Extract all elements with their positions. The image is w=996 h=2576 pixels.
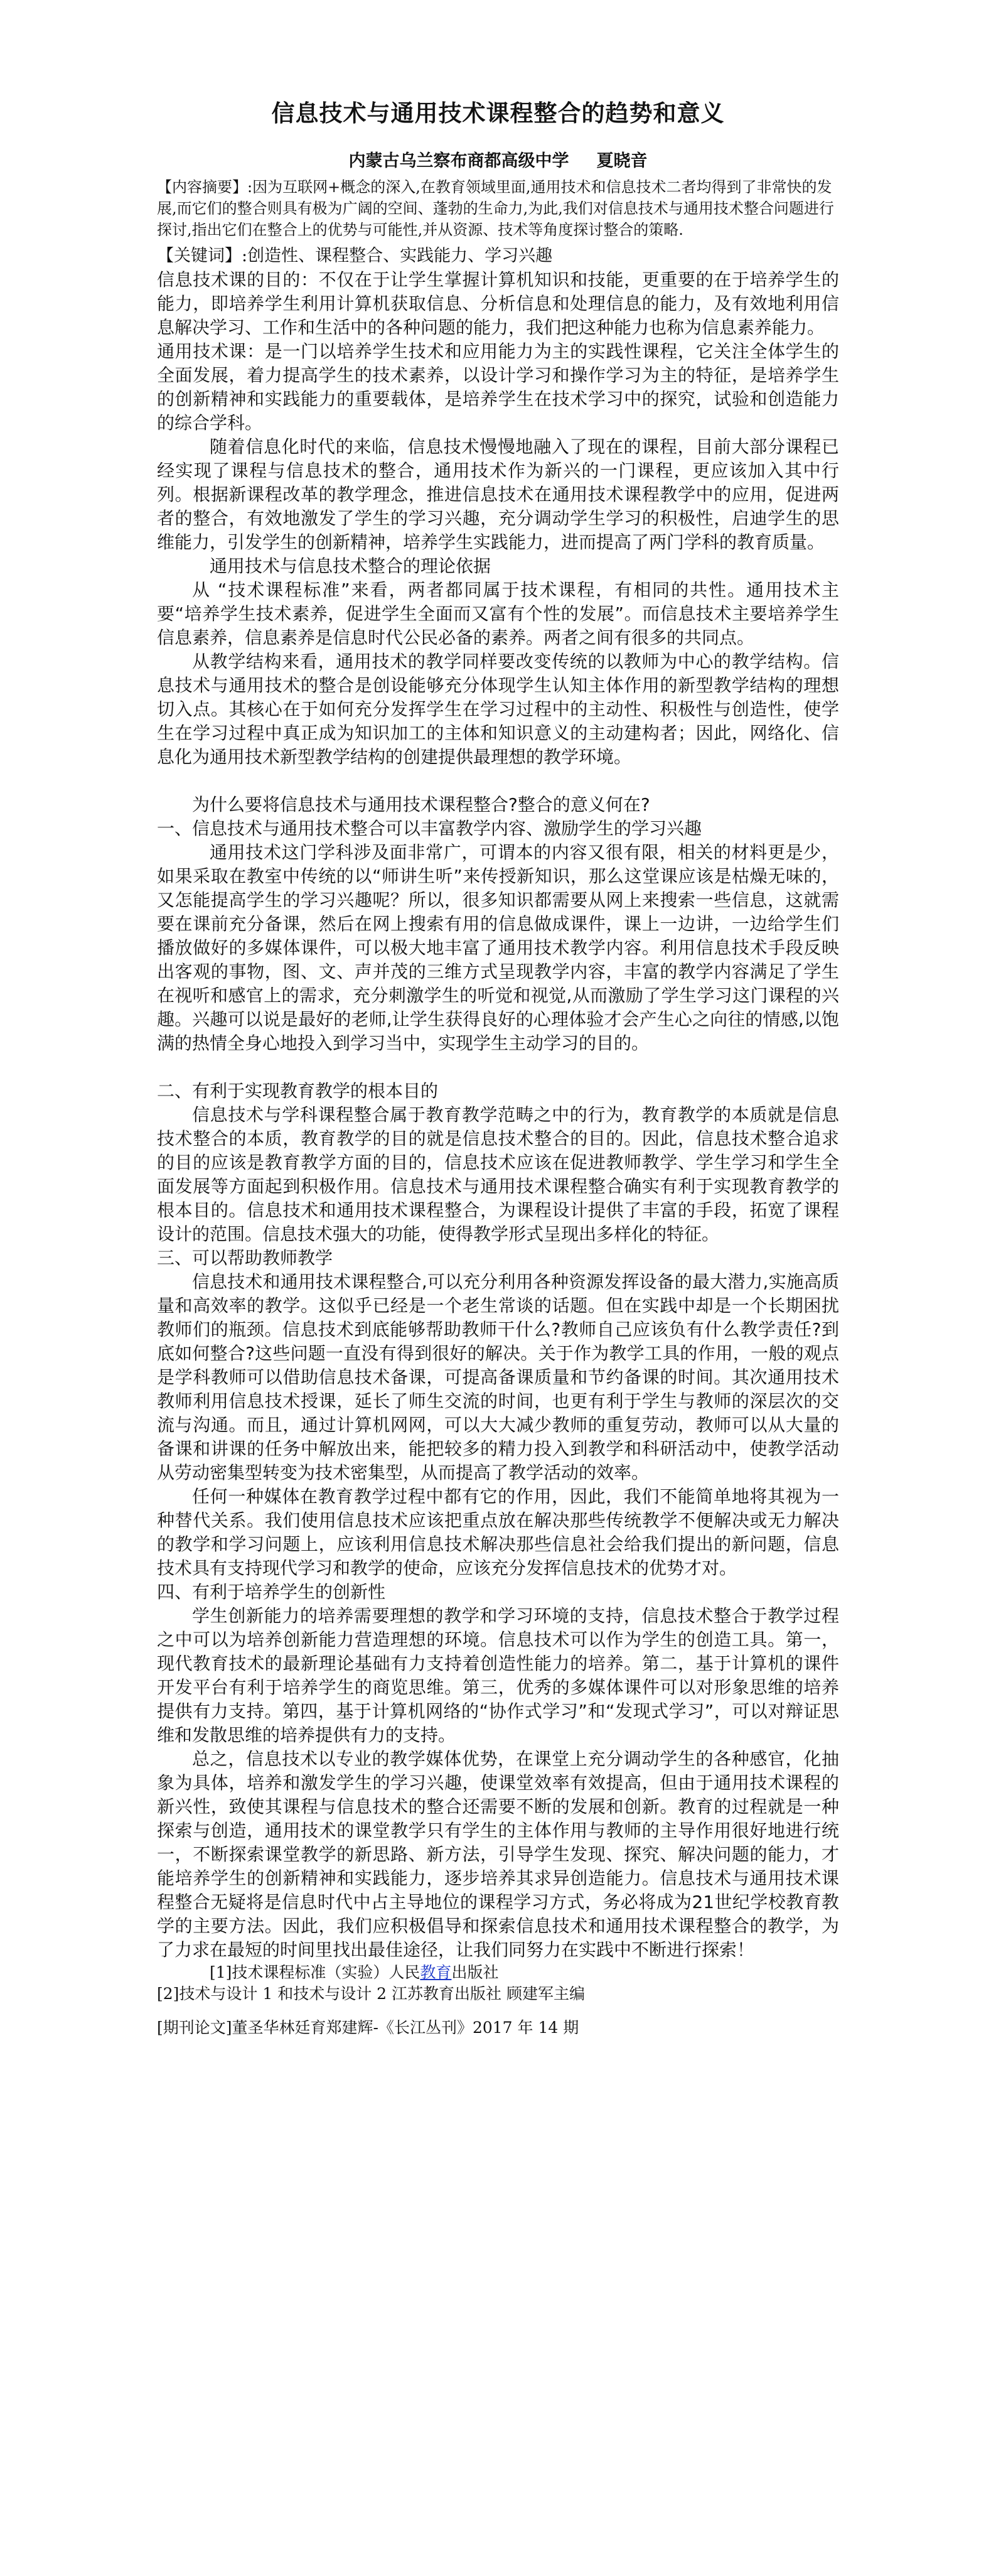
abstract-text: 因为互联网+概念的深入,在教育领域里面,通用技术和信息技术二者均得到了非常快的发展,而它们的整合则具有极为广阔的空间、蓬勃的生命力,为此,我们对信息技术与通用技术整合问题进行探讨,指出它们在整合上的优势与可能性,并从资源、技术等角度探讨整合的策略. <box>157 178 834 239</box>
reference-1-prefix: [1]技术课程标准（实验）人民 <box>210 1963 420 1981</box>
why-question: 为什么要将信息技术与通用技术课程整合?整合的意义何在? <box>192 794 650 815</box>
author-school: 内蒙古乌兰察布商都高级中学 <box>348 151 569 171</box>
theory-paragraph-2: 从教学结构来看，通用技术的教学同样要改变传统的以教师为中心的教学结构。信息技术与通用技术的整合是创设能够充分体现学生认知主体作用的新型教学结构的理想切入点。其核心在于如何充分发挥学生在学习过程中的主动性、积极性与创造性，使学生在学习过程中真正成为知识加工的主体和知识意义的主动建构者；因此，网络化、信息化为通用技术新型教学结构的创建提供最理想的教学环境。 <box>157 651 839 767</box>
abstract-label: 【内容摘要】: <box>157 178 253 196</box>
section-3-heading: 三、可以帮助教师教学 <box>157 1248 333 1268</box>
intro-paragraph-3: 随着信息化时代的来临，信息技术慢慢地融入了现在的课程，目前大部分课程已经实现了课程与信息技术的整合，通用技术作为新兴的一门课程，更应该加入其中行列。根据新课程改革的教学理念，推进信息技术在通用技术课程教学中的应用，促进两者的整合，有效地激发了学生的学习兴趣，充分调动学生学习的积极性，启迪学生的思维能力，引发学生的创新精神，培养学生实践能力，进而提高了两门学科的教育质量。 <box>157 436 839 552</box>
section-2-heading: 二、有利于实现教育教学的根本目的 <box>157 1081 439 1101</box>
section-4-paragraph-2: 总之，信息技术以专业的教学媒体优势，在课堂上充分调动学生的各种感官，化抽象为具体，培养和激发学生的学习兴趣，使课堂效率有效提高，但由于通用技术课程的新兴性，致使其课程与信息技术的整合还需要不断的发展和创新。教育的过程就是一种探索与创造，通用技术的课堂教学只有学生的主体作用与教师的主导作用很好地进行统一，不断探索课堂教学的新思路、新方法，引导学生发现、探究、解决问题的能力，才能培养学生的创新精神和实践能力，逐步培养其求异创造能力。信息技术与通用技术课程整合无疑将是信息时代中占主导地位的课程学习方式，务必将成为21世纪学校教育教学的主要方法。因此，我们应积极倡导和探索信息技术和通用技术课程整合的教学，为了力求在最短的时间里找出最佳途径，让我们同努力在实践中不断进行探索！ <box>157 1749 839 1960</box>
section-3-paragraph-1: 信息技术和通用技术课程整合,可以充分利用各种资源发挥设备的最大潜力,实施高质量和高效率的教学。这似乎已经是一个老生常谈的话题。但在实践中却是一个长期困扰教师们的瓶颈。信息技术到底能够帮助教师干什么?教师自己应该负有什么教学责任?到底如何整合?这些问题一直没有得到很好的解决。关于作为教学工具的作用，一般的观点是学科教师可以借助信息技术备课，可提高备课质量和节约备课的时间。其次通用技术教师利用信息技术授课，延长了师生交流的时间，也更有利于学生与教师的深层次的交流与沟通。而且，通过计算机网网，可以大大减少教师的重复劳动，教师可以从大量的备课和讲课的任务中解放出来，能把较多的精力投入到教学和科研活动中，使教学活动从劳动密集型转变为技术密集型，从而提高了教学活动的效率。 <box>157 1271 839 1483</box>
author-line <box>157 147 839 171</box>
reference-1 <box>157 1962 839 1983</box>
section-2-paragraph: 信息技术与学科课程整合属于教育教学范畴之中的行为，教育教学的本质就是信息技术整合的本质，教育教学的目的就是信息技术整合的目的。因此，信息技术整合追求的目的应该是教育教学方面的目的，信息技术应该在促进教师教学、学生学习和学生全面发展等方面起到积极作用。信息技术与通用技术课程整合确实有利于实现教育教学的根本目的。信息技术和通用技术课程整合，为课程设计提供了丰富的手段，拓宽了课程设计的范围。信息技术强大的功能，使得教学形式呈现出多样化的特征。 <box>157 1104 839 1244</box>
reference-1-link[interactable]: 教育 <box>420 1963 452 1981</box>
intro-paragraph-1: 信息技术课的目的：不仅在于让学生掌握计算机知识和技能，更重要的在于培养学生的能力，即培养学生利用计算机获取信息、分析信息和处理信息的能力，及有效地利用信息解决学习、工作和生活中的各种问题的能力，我们把这种能力也称为信息素养能力。 <box>157 269 839 338</box>
spacer <box>157 769 839 793</box>
theory-heading: 通用技术与信息技术整合的理论依据 <box>210 556 491 576</box>
keywords <box>157 244 839 268</box>
section-1-paragraph: 通用技术这门学科涉及面非常广，可谓本的内容又很有限，相关的材料更是少，如果采取在教室中传统的以“师讲生听”来传授新知识，那么这堂课应该是枯燥无味的，又怎能提高学生的学习兴趣呢？所以，很多知识都需要从网上来搜索一些信息，这就需要在课前充分备课，然后在网上搜索有用的信息做成课件，课上一边讲，一边给学生们播放做好的多媒体课件，可以极大地丰富了通用技术教学内容。利用信息技术手段反映出客观的事物，图、文、声并茂的三维方式呈现教学内容，丰富的教学内容满足了学生在视听和感官上的需求，充分刺激学生的听觉和视觉,从而激励了学生学习这门课程的兴趣。兴趣可以说是最好的老师,让学生获得良好的心理体验才会产生心之向往的情感,以饱满的热情全身心地投入到学习当中，实现学生主动学习的目的。 <box>157 842 839 1054</box>
intro-paragraph-2: 通用技术课：是一门以培养学生技术和应用能力为主的实践性课程，它关注全体学生的全面发展，着力提高学生的技术素养，以设计学习和操作学习为主的特征，是培养学生的创新精神和实践能力的重要载体，是培养学生在技术学习中的探究，试验和创造能力的综合学科。 <box>157 341 839 433</box>
abstract <box>157 176 839 240</box>
keywords-text: 创造性、课程整合、实践能力、学习兴趣 <box>247 246 553 266</box>
section-4-paragraph-1: 学生创新能力的培养需要理想的教学和学习环境的支持，信息技术整合于教学过程之中可以为培养创新能力营造理想的环境。信息技术可以作为学生的创造工具。第一，现代教育技术的最新理论基础有力支持着创造性能力的培养。第二，基于计算机的课件开发平台有利于培养学生的商览思维。第三，优秀的多媒体课件可以对形象思维的培养提供有力支持。第四，基于计算机网络的“协作式学习”和“发现式学习”，可以对辩证思维和发散思维的培养提供有力的支持。 <box>157 1605 839 1745</box>
keywords-label: 【关键词】: <box>157 246 248 266</box>
spacer <box>157 2005 839 2017</box>
article-title: 信息技术与通用技术课程整合的趋势和意义 <box>271 99 725 127</box>
reference-1-suffix: 出版社 <box>451 1963 499 1981</box>
section-4-heading: 四、有利于培养学生的创新性 <box>157 1582 386 1602</box>
author-name: 夏晓音 <box>596 151 648 171</box>
section-3-paragraph-2: 任何一种媒体在教育教学过程中都有它的作用，因此，我们不能简单地将其视为一种替代关系。我们使用信息技术应该把重点放在解决那些传统教学不便解决或无力解决的教学和学习问题上，应该利用信息技术解决那些信息社会给我们提出的新问题，信息技术具有支持现代学习和教学的使命，应该充分发挥信息技术的优势才对。 <box>157 1486 839 1578</box>
spacer <box>157 1055 839 1079</box>
section-1-heading: 一、信息技术与通用技术整合可以丰富教学内容、激励学生的学习兴趣 <box>157 818 702 839</box>
theory-paragraph-1: 从 “技术课程标准”来看，两者都同属于技术课程，有相同的共性。通用技术主要“培养学生技术素养，促进学生全面而又富有个性的发展”。而信息技术主要培养学生信息素养，信息素养是信息时代公民必备的素养。两者之间有很多的共同点。 <box>157 579 839 648</box>
journal-citation: [期刊论文]董圣华林廷育郑建辉-《长江丛刊》2017 年 14 期 <box>157 2018 579 2037</box>
reference-2: [2]技术与设计 1 和技术与设计 2 江苏教育出版社 顾建军主编 <box>157 1985 585 2003</box>
